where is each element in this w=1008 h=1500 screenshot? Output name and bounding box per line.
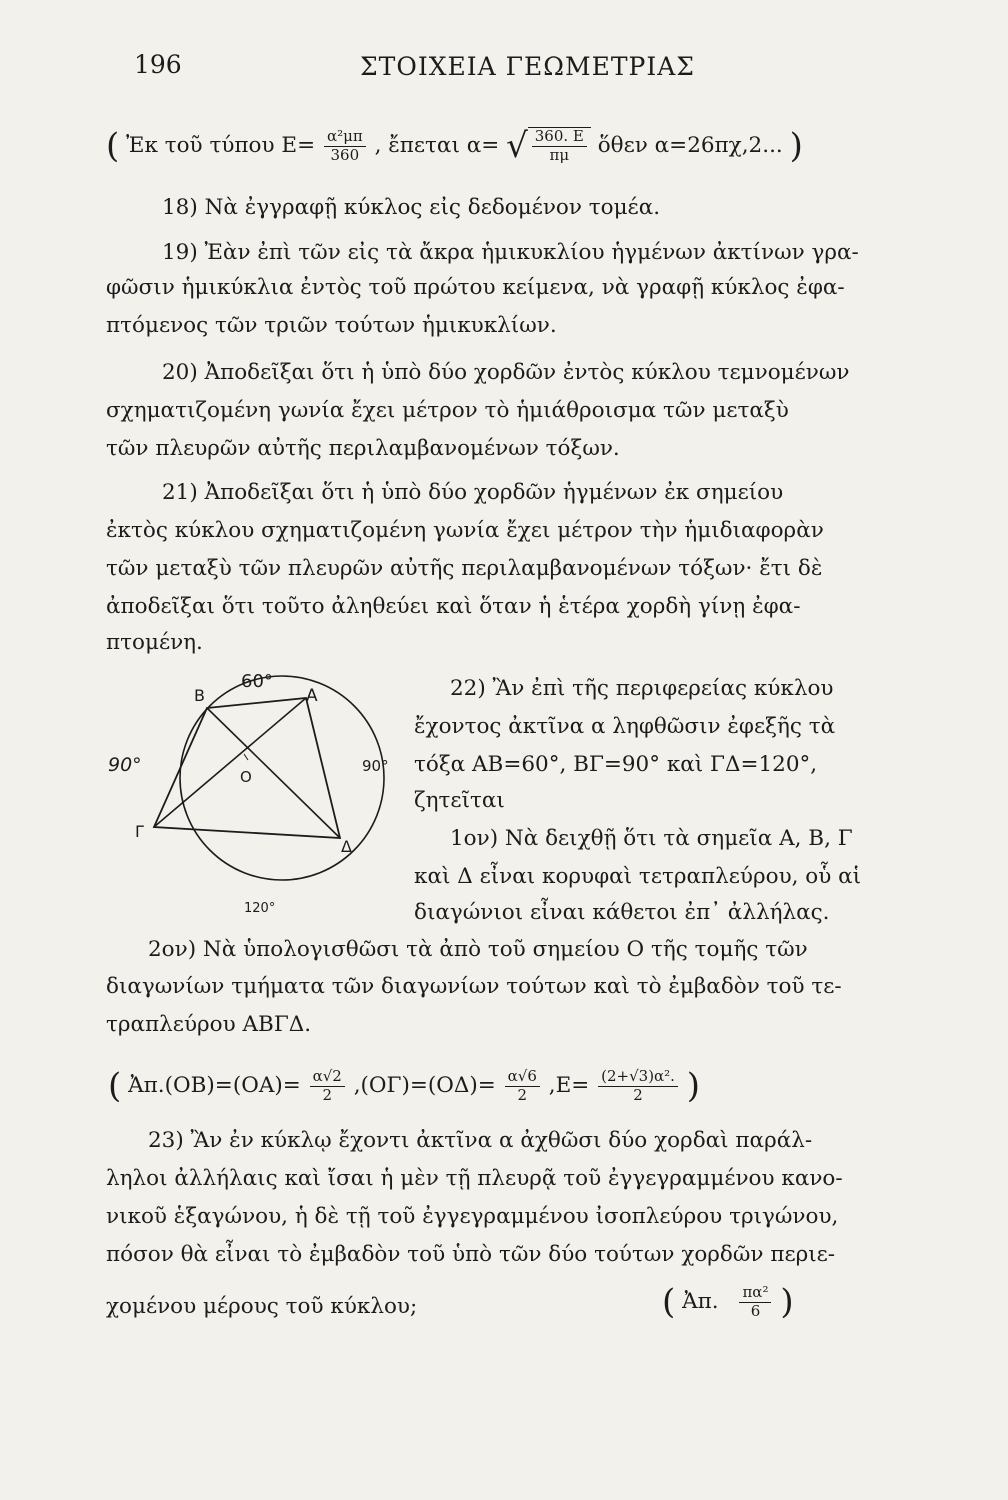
answer-23 <box>662 1282 794 1322</box>
fraction-numerator: πα² <box>739 1284 771 1302</box>
answer-text: Ἀπ. <box>682 1289 719 1314</box>
paren-close: ) <box>686 1066 701 1106</box>
exercise-22-line: διαγωνίων τμήματα τῶν διαγωνίων τούτων καὶ τὸ ἐμβαδὸν τοῦ τε- <box>106 974 842 999</box>
fraction-numerator: α√2 <box>310 1068 345 1086</box>
exercise-22-line: 1ον) Νὰ δειχθῇ ὅτι τὰ σημεῖα A, B, Γ <box>450 826 853 851</box>
paren-open: ( <box>108 1066 122 1106</box>
center-label-O: O <box>240 768 252 786</box>
fraction-3 <box>598 1068 678 1104</box>
exercise-22-line: τόξα AB=60°, BΓ=90° καὶ ΓΔ=120°, <box>414 752 818 777</box>
exercise-22-line: καὶ Δ εἶναι κορυφαὶ τετραπλεύρου, οὗ αἱ <box>414 864 862 889</box>
arc-label-right: 90° <box>362 757 389 775</box>
formula-text-1: Ἐκ τοῦ τύπου E= <box>126 133 316 158</box>
exercise-18: 18) Νὰ ἐγγραφῇ κύκλος εἰς δεδομένον τομέα. <box>162 195 661 220</box>
paren-open: ( <box>662 1282 676 1322</box>
point-label-A: A <box>306 686 318 706</box>
arc-label-top: 60° <box>241 671 273 692</box>
exercise-20-line: 20) Ἀποδεῖξαι ὅτι ἡ ὑπὸ δύο χορδῶν ἐντὸς κύκλου τεμνομένων <box>162 360 850 385</box>
fraction-denominator: 2 <box>322 1085 332 1104</box>
fraction-denominator: 2 <box>633 1085 643 1104</box>
formula-text-2: , ἔπεται α= <box>374 133 500 158</box>
exercise-22-line: ζητεῖται <box>414 788 505 813</box>
fraction-denominator: 2 <box>517 1085 528 1104</box>
exercise-22-line: διαγώνιοι εἶναι κάθετοι ἐπ᾽ ἀλλήλας. <box>414 900 830 925</box>
fraction-1 <box>324 128 366 164</box>
formula-text-3: ὅθεν α=26πχ,2... <box>597 133 783 158</box>
fraction-numerator: 360. E <box>532 128 587 146</box>
paren-close: ) <box>789 126 803 166</box>
fraction-numerator: (2+√3)α². <box>598 1068 678 1086</box>
exercise-19-line: 19) Ἐὰν ἐπὶ τῶν εἰς τὰ ἄκρα ἡμικυκλίου ἡγμένων ἀκτίνων γρα- <box>162 240 859 265</box>
running-title: ΣΤΟΙΧΕΙΑ ΓΕΩΜΕΤΡΙΑΣ <box>360 52 695 81</box>
paren-close: ) <box>780 1282 794 1322</box>
exercise-23-line: ληλοι ἀλλήλαις καὶ ἴσαι ἡ μὲν τῇ πλευρᾷ τοῦ ἐγγεγραμμένου κανο- <box>106 1166 843 1191</box>
exercise-20-line: τῶν πλευρῶν αὐτῆς περιλαμβανομένων τόξων. <box>106 436 620 461</box>
point-label-G: Γ <box>135 822 144 841</box>
fraction <box>739 1284 771 1320</box>
formula-line <box>106 126 803 166</box>
fraction-1 <box>310 1068 345 1104</box>
fraction-numerator: α√6 <box>505 1068 540 1086</box>
arc-label-bottom: 120° <box>244 901 276 916</box>
paren-open: ( <box>106 126 120 166</box>
exercise-23-line: νικοῦ ἑξαγώνου, ἡ δὲ τῇ τοῦ ἐγγεγραμμένου ἰσοπλεύρου τριγώνου, <box>106 1204 839 1229</box>
exercise-22-line: 22) Ἂν ἐπὶ τῆς περιφερείας κύκλου <box>450 676 834 701</box>
fraction-denominator: πμ <box>549 145 570 164</box>
fraction-denominator: 6 <box>750 1301 761 1320</box>
arc-label-left: 90° <box>108 754 142 776</box>
exercise-21-line: πτομένη. <box>106 630 203 655</box>
center-tick <box>244 754 248 760</box>
diagonal-AG <box>154 698 306 827</box>
point-label-D: Δ <box>341 837 352 856</box>
exercise-21-line: 21) Ἀποδεῖξαι ὅτι ἡ ὑπὸ δύο χορδῶν ἡγμένων ἐκ σημείου <box>162 480 784 505</box>
exercise-23-line: χομένου μέρους τοῦ κύκλου; <box>106 1294 418 1319</box>
exercise-21-line: ἀποδεῖξαι ὅτι τοῦτο ἀληθεύει καὶ ὅταν ἡ ἑτέρα χορδὴ γίνῃ ἐφα- <box>106 594 801 619</box>
sqrt-body <box>528 127 591 164</box>
answer-text-2: ,(OΓ)=(OΔ)= <box>353 1073 496 1098</box>
answer-text-1: Ἀπ.(OB)=(OA)= <box>128 1073 301 1098</box>
exercise-21-line: ἐκτὸς κύκλου σχηματιζομένη γωνία ἔχει μέτρον τὴν ἡμιδιαφορὰν <box>106 518 824 543</box>
page-number: 196 <box>134 50 182 79</box>
exercise-21-line: τῶν μεταξὺ τῶν πλευρῶν αὐτῆς περιλαμβανομένων τόξων· ἔτι δὲ <box>106 556 823 581</box>
exercise-23-line: 23) Ἂν ἐν κύκλῳ ἔχοντι ἀκτῖνα α ἀχθῶσι δύο χορδαὶ παράλ- <box>148 1128 813 1153</box>
exercise-23-line: πόσον θὰ εἶναι τὸ ἐμβαδὸν τοῦ ὑπὸ τῶν δύο τούτων χορδῶν περιε- <box>106 1242 836 1267</box>
fraction-denominator: 360 <box>330 145 360 164</box>
exercise-20-line: σχηματιζομένη γωνία ἔχει μέτρον τὸ ἡμιάθροισμα τῶν μεταξὺ <box>106 398 789 423</box>
answer-text-3: ,E= <box>548 1073 590 1098</box>
point-label-B: B <box>194 686 205 705</box>
exercise-22-line: ἔχοντος ἀκτῖνα α ληφθῶσιν ἐφεξῆς τὰ <box>414 714 836 739</box>
fraction-numerator: α²μπ <box>324 128 366 146</box>
exercise-22-line: τραπλεύρου ABΓΔ. <box>106 1012 312 1037</box>
sqrt-sign: √ <box>506 126 528 166</box>
exercise-19-line: πτόμενος τῶν τριῶν τούτων ἡμικυκλίων. <box>106 313 557 338</box>
answer-22 <box>108 1066 700 1106</box>
fraction-2 <box>505 1068 540 1104</box>
circle-quadrilateral-figure <box>108 662 418 922</box>
fraction-2 <box>532 128 587 164</box>
exercise-22-line: 2ον) Νὰ ὑπολογισθῶσι τὰ ἀπὸ τοῦ σημείου O τῆς τομῆς τῶν <box>148 937 808 962</box>
diagonal-BD <box>207 708 340 838</box>
exercise-19-line: φῶσιν ἡμικύκλια ἐντὸς τοῦ πρώτου κείμενα, νὰ γραφῇ κύκλος ἐφα- <box>106 275 845 300</box>
